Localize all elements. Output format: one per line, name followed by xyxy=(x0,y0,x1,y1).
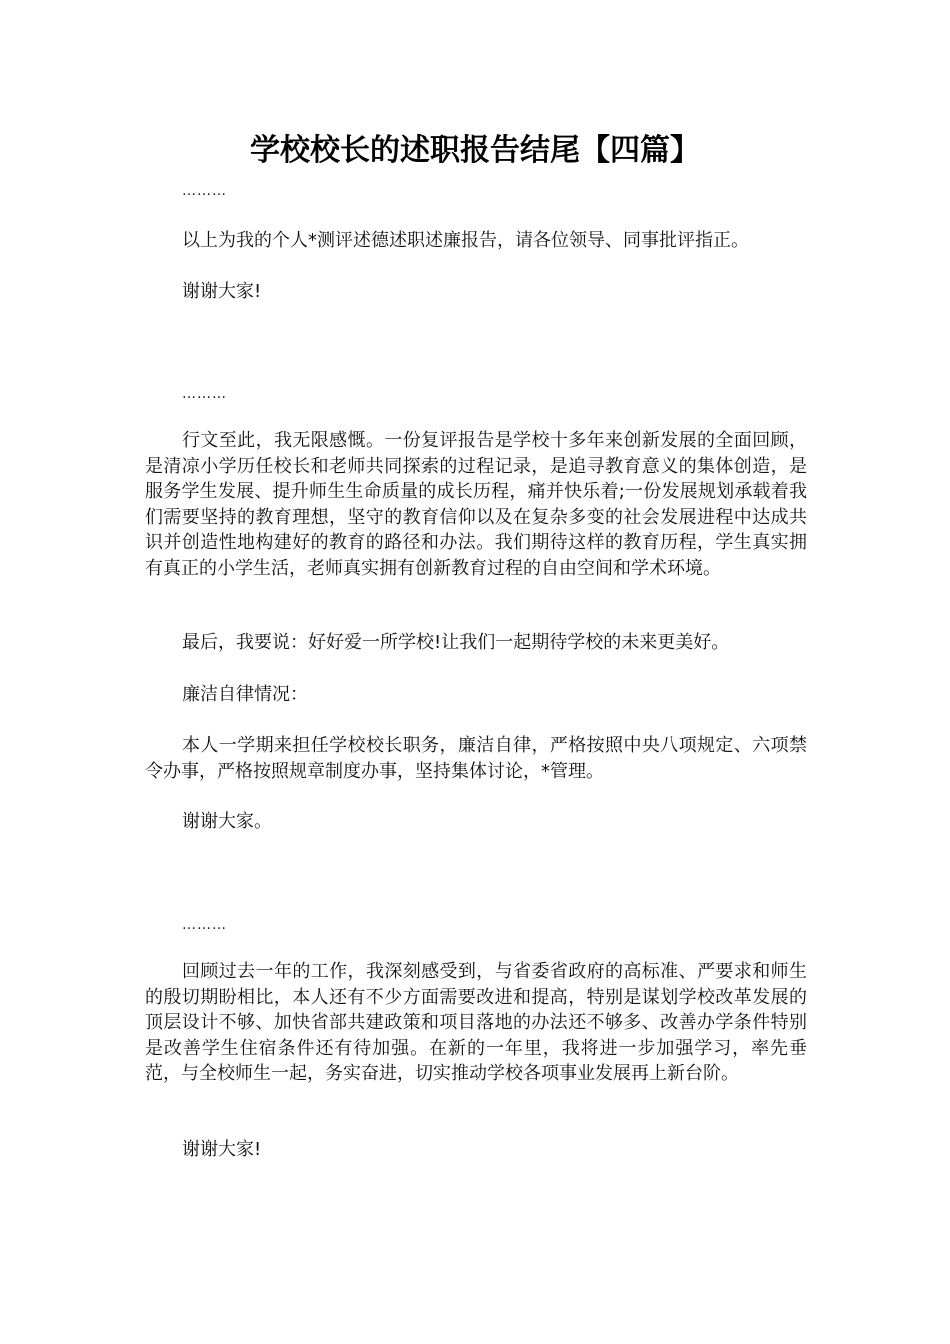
paragraph: 本人一学期来担任学校校长职务，廉洁自律，严格按照中央八项规定、六项禁令办事，严格按照规章制度办事，坚持集体讨论，*管理。 xyxy=(145,735,807,782)
paragraph: 谢谢大家! xyxy=(182,1139,262,1160)
paragraph: 谢谢大家! xyxy=(182,281,262,302)
section-separator: ……… xyxy=(182,386,227,402)
section-separator: ……… xyxy=(182,183,227,199)
paragraph: 以上为我的个人*测评述德述职述廉报告，请各位领导、同事批评指正。 xyxy=(182,230,749,251)
paragraph: 谢谢大家。 xyxy=(182,811,272,832)
section-separator: ……… xyxy=(182,917,227,933)
paragraph: 行文至此，我无限感慨。一份复评报告是学校十多年来创新发展的全面回顾，是清凉小学历任校长和老师共同探索的过程记录，是追寻教育意义的集体创造，是服务学生发展、提升师生生命质量的成长历程，痛并快乐着;一份发展规划承载着我们需要坚持的教育理想，坚守的教育信仰以及在复杂多变的社会发展进程中达成共识并创造性地构建好的教育的路径和办法。我们期待这样的教育历程，学生真实拥有真正的小学生活，老师真实拥有创新教育过程的自由空间和学术环境。 xyxy=(145,430,807,579)
paragraph: 最后，我要说：好好爱一所学校!让我们一起期待学校的未来更美好。 xyxy=(182,632,730,653)
paragraph: 回顾过去一年的工作，我深刻感受到，与省委省政府的高标准、严要求和师生的殷切期盼相比，本人还有不少方面需要改进和提高，特别是谋划学校改革发展的顶层设计不够、加快省部共建政策和项目落地的办法还不够多、改善办学条件特别是改善学生住宿条件还有待加强。在新的一年里，我将进一步加强学习，率先垂范，与全校师生一起，务实奋进，切实推动学校各项事业发展再上新台阶。 xyxy=(145,961,807,1084)
document-title: 学校校长的述职报告结尾【四篇】 xyxy=(250,133,700,168)
paragraph: 廉洁自律情况： xyxy=(182,684,308,705)
